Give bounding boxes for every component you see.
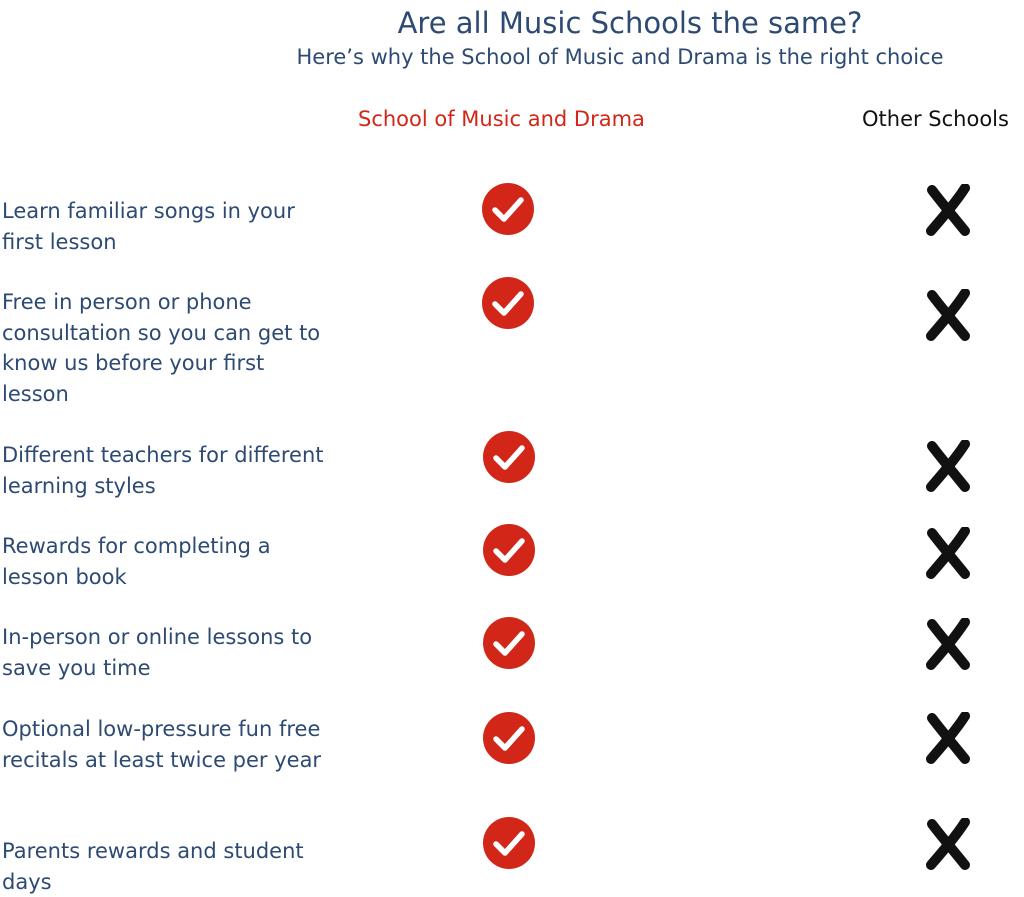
- check-icon: [481, 182, 535, 236]
- feature-label: Free in person or phone consultation so you can get to know us before your first lesson: [2, 290, 321, 406]
- cross-icon: [925, 184, 973, 236]
- check-icon: [482, 816, 536, 870]
- check-icon: [482, 616, 536, 670]
- column-header-school-of-music-and-drama: School of Music and Drama: [358, 107, 645, 131]
- page-subtitle: Here’s why the School of Music and Drama is the right choice: [296, 45, 944, 69]
- feature-label: Different teachers for different learning styles: [2, 443, 324, 498]
- column-header-other-schools: Other Schools: [862, 107, 1009, 131]
- check-icon: [482, 430, 536, 484]
- cross-icon: [925, 440, 973, 492]
- feature-label: Parents rewards and student days: [2, 839, 304, 894]
- check-icon: [482, 711, 536, 765]
- feature-label: Optional low-pressure fun free recitals at least twice per year: [2, 717, 322, 772]
- cross-icon: [925, 289, 973, 341]
- feature-label: Rewards for completing a lesson book: [2, 534, 271, 589]
- cross-icon: [925, 527, 973, 579]
- page-title: Are all Music Schools the same?: [397, 6, 863, 40]
- cross-icon: [925, 712, 973, 764]
- feature-label: In-person or online lessons to save you time: [2, 625, 313, 680]
- check-icon: [482, 523, 536, 577]
- feature-label: Learn familiar songs in your first lesson: [2, 199, 295, 254]
- check-icon: [481, 276, 535, 330]
- cross-icon: [925, 818, 973, 870]
- cross-icon: [925, 618, 973, 670]
